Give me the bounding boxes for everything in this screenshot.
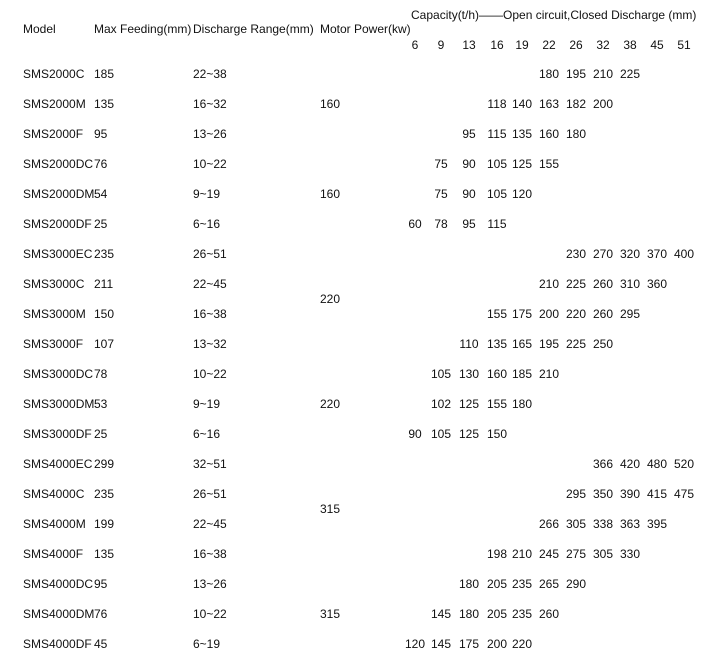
capacity-cell: 200 bbox=[538, 307, 560, 321]
model-cell: SMS3000C bbox=[23, 277, 85, 291]
capacity-cell: 115 bbox=[487, 217, 507, 231]
model-cell: SMS2000DM bbox=[23, 187, 95, 201]
table-row bbox=[0, 97, 720, 111]
model-cell: SMS2000DC bbox=[23, 157, 94, 171]
capacity-cell: 95 bbox=[462, 127, 476, 141]
table-row bbox=[0, 487, 720, 501]
capacity-cell: 250 bbox=[592, 337, 614, 351]
discharge-size-label: 13 bbox=[462, 38, 476, 52]
capacity-cell: 235 bbox=[511, 577, 533, 591]
discharge-size-label: 6 bbox=[411, 38, 419, 52]
max-feeding-cell: 235 bbox=[94, 247, 115, 261]
max-feeding-cell: 299 bbox=[94, 457, 115, 471]
capacity-cell: 198 bbox=[486, 547, 508, 561]
capacity-cell: 180 bbox=[458, 607, 480, 621]
discharge-range-cell: 16~38 bbox=[193, 307, 227, 321]
model-cell: SMS2000F bbox=[23, 127, 84, 141]
capacity-cell: 135 bbox=[511, 127, 533, 141]
capacity-cell: 160 bbox=[538, 127, 560, 141]
table-row bbox=[0, 67, 720, 81]
capacity-cell: 260 bbox=[538, 607, 560, 621]
discharge-range-cell: 10~22 bbox=[193, 367, 227, 381]
model-cell: SMS4000DF bbox=[23, 637, 92, 651]
max-feeding-header: Max Feeding(mm) bbox=[94, 22, 192, 36]
model-cell: SMS2000C bbox=[23, 67, 85, 81]
capacity-cell: 130 bbox=[458, 367, 480, 381]
capacity-cell: 105 bbox=[430, 367, 452, 381]
motor-power-cell: 315 bbox=[320, 502, 341, 516]
capacity-cell: 135 bbox=[486, 337, 508, 351]
capacity-cell: 110 bbox=[459, 337, 479, 351]
max-feeding-cell: 135 bbox=[94, 97, 115, 111]
capacity-cell: 363 bbox=[619, 517, 641, 531]
capacity-cell: 415 bbox=[646, 487, 668, 501]
capacity-cell: 360 bbox=[646, 277, 668, 291]
table-row bbox=[0, 607, 720, 621]
capacity-cell: 120 bbox=[404, 637, 426, 651]
discharge-range-cell: 26~51 bbox=[193, 247, 227, 261]
table-row bbox=[0, 277, 720, 291]
capacity-cell: 260 bbox=[592, 277, 614, 291]
capacity-cell: 155 bbox=[538, 157, 560, 171]
discharge-size-label: 19 bbox=[515, 38, 529, 52]
capacity-cell: 220 bbox=[511, 637, 533, 651]
model-cell: SMS3000M bbox=[23, 307, 86, 321]
capacity-cell: 150 bbox=[486, 427, 508, 441]
table-row bbox=[0, 637, 720, 651]
discharge-range-cell: 6~16 bbox=[193, 427, 221, 441]
model-cell: SMS3000F bbox=[23, 337, 84, 351]
capacity-cell: 105 bbox=[430, 427, 452, 441]
capacity-cell: 175 bbox=[511, 307, 533, 321]
capacity-cell: 320 bbox=[619, 247, 641, 261]
capacity-cell: 420 bbox=[619, 457, 641, 471]
capacity-cell: 195 bbox=[565, 67, 587, 81]
motor-power-cell: 220 bbox=[320, 292, 341, 306]
discharge-range-cell: 22~38 bbox=[193, 67, 227, 81]
capacity-header: Capacity(t/h)——Open circuit,Closed Discharge (mm) bbox=[411, 8, 697, 22]
discharge-size-label: 38 bbox=[623, 38, 637, 52]
discharge-range-cell: 16~32 bbox=[193, 97, 227, 111]
discharge-range-cell: 13~26 bbox=[193, 577, 227, 591]
max-feeding-cell: 45 bbox=[94, 637, 108, 651]
motor-power-cell: 160 bbox=[320, 187, 341, 201]
discharge-range-cell: 22~45 bbox=[193, 277, 227, 291]
discharge-range-cell: 10~22 bbox=[193, 607, 227, 621]
capacity-cell: 205 bbox=[486, 607, 508, 621]
capacity-cell: 245 bbox=[538, 547, 560, 561]
capacity-cell: 210 bbox=[592, 67, 614, 81]
model-cell: SMS3000EC bbox=[23, 247, 93, 261]
capacity-cell: 160 bbox=[486, 367, 508, 381]
table-row bbox=[0, 457, 720, 471]
discharge-size-label: 16 bbox=[490, 38, 504, 52]
discharge-range-cell: 16~38 bbox=[193, 547, 227, 561]
model-cell: SMS4000DC bbox=[23, 577, 94, 591]
max-feeding-cell: 25 bbox=[94, 427, 108, 441]
table-row bbox=[0, 337, 720, 351]
discharge-range-cell: 13~32 bbox=[193, 337, 227, 351]
discharge-size-label: 32 bbox=[596, 38, 610, 52]
discharge-range-cell: 6~16 bbox=[193, 217, 221, 231]
capacity-cell: 165 bbox=[511, 337, 533, 351]
table-row bbox=[0, 217, 720, 231]
capacity-cell: 102 bbox=[430, 397, 452, 411]
motor-power-header: Motor Power(kw) bbox=[320, 22, 411, 36]
discharge-size-label: 22 bbox=[542, 38, 556, 52]
capacity-cell: 182 bbox=[565, 97, 587, 111]
model-cell: SMS3000DF bbox=[23, 427, 92, 441]
capacity-cell: 395 bbox=[646, 517, 668, 531]
capacity-cell: 225 bbox=[565, 337, 587, 351]
capacity-cell: 180 bbox=[511, 397, 533, 411]
max-feeding-cell: 76 bbox=[94, 157, 108, 171]
capacity-cell: 305 bbox=[565, 517, 587, 531]
capacity-cell: 75 bbox=[434, 187, 448, 201]
capacity-cell: 145 bbox=[430, 637, 452, 651]
max-feeding-cell: 199 bbox=[94, 517, 115, 531]
capacity-cell: 305 bbox=[592, 547, 614, 561]
capacity-cell: 78 bbox=[434, 217, 448, 231]
discharge-size-label: 9 bbox=[437, 38, 445, 52]
capacity-cell: 266 bbox=[538, 517, 560, 531]
capacity-cell: 175 bbox=[458, 637, 480, 651]
capacity-cell: 338 bbox=[592, 517, 614, 531]
capacity-cell: 290 bbox=[565, 577, 587, 591]
capacity-cell: 225 bbox=[565, 277, 587, 291]
capacity-cell: 275 bbox=[565, 547, 587, 561]
capacity-cell: 75 bbox=[434, 157, 448, 171]
model-cell: SMS4000F bbox=[23, 547, 84, 561]
capacity-cell: 125 bbox=[458, 397, 480, 411]
capacity-cell: 225 bbox=[619, 67, 641, 81]
discharge-range-header: Discharge Range(mm) bbox=[193, 22, 314, 36]
capacity-cell: 480 bbox=[646, 457, 668, 471]
capacity-cell: 125 bbox=[458, 427, 480, 441]
capacity-cell: 210 bbox=[538, 367, 560, 381]
discharge-range-cell: 22~45 bbox=[193, 517, 227, 531]
capacity-cell: 200 bbox=[486, 637, 508, 651]
capacity-cell: 220 bbox=[565, 307, 587, 321]
model-cell: SMS4000C bbox=[23, 487, 85, 501]
model-cell: SMS4000EC bbox=[23, 457, 93, 471]
capacity-cell: 370 bbox=[646, 247, 668, 261]
capacity-cell: 105 bbox=[486, 187, 508, 201]
model-cell: SMS2000DF bbox=[23, 217, 92, 231]
max-feeding-cell: 107 bbox=[94, 337, 115, 351]
table-row bbox=[0, 547, 720, 561]
max-feeding-cell: 78 bbox=[94, 367, 108, 381]
capacity-cell: 118 bbox=[487, 97, 507, 111]
table-row bbox=[0, 367, 720, 381]
capacity-cell: 310 bbox=[619, 277, 641, 291]
max-feeding-cell: 95 bbox=[94, 127, 108, 141]
max-feeding-cell: 54 bbox=[94, 187, 108, 201]
max-feeding-cell: 135 bbox=[94, 547, 115, 561]
max-feeding-cell: 150 bbox=[94, 307, 115, 321]
capacity-cell: 265 bbox=[538, 577, 560, 591]
table-row bbox=[0, 427, 720, 441]
capacity-cell: 90 bbox=[408, 427, 422, 441]
motor-power-cell: 315 bbox=[320, 607, 341, 621]
capacity-cell: 90 bbox=[462, 187, 476, 201]
capacity-cell: 180 bbox=[458, 577, 480, 591]
capacity-cell: 95 bbox=[462, 217, 476, 231]
discharge-size-label: 26 bbox=[569, 38, 583, 52]
capacity-cell: 260 bbox=[592, 307, 614, 321]
table-row bbox=[0, 187, 720, 201]
capacity-cell: 90 bbox=[462, 157, 476, 171]
motor-power-cell: 160 bbox=[320, 97, 341, 111]
capacity-cell: 350 bbox=[592, 487, 614, 501]
capacity-cell: 120 bbox=[511, 187, 533, 201]
capacity-cell: 155 bbox=[486, 397, 508, 411]
capacity-cell: 155 bbox=[486, 307, 508, 321]
discharge-range-cell: 13~26 bbox=[193, 127, 227, 141]
capacity-cell: 200 bbox=[592, 97, 614, 111]
max-feeding-cell: 211 bbox=[94, 277, 114, 291]
model-cell: SMS4000M bbox=[23, 517, 86, 531]
capacity-cell: 475 bbox=[673, 487, 695, 501]
model-cell: SMS2000M bbox=[23, 97, 86, 111]
max-feeding-cell: 185 bbox=[94, 67, 115, 81]
capacity-cell: 235 bbox=[511, 607, 533, 621]
capacity-cell: 105 bbox=[486, 157, 508, 171]
capacity-cell: 205 bbox=[486, 577, 508, 591]
capacity-cell: 115 bbox=[487, 127, 507, 141]
capacity-cell: 295 bbox=[619, 307, 641, 321]
capacity-cell: 210 bbox=[538, 277, 560, 291]
capacity-cell: 270 bbox=[592, 247, 614, 261]
discharge-range-cell: 6~19 bbox=[193, 637, 221, 651]
motor-power-cell: 220 bbox=[320, 397, 341, 411]
capacity-cell: 520 bbox=[673, 457, 695, 471]
table-row bbox=[0, 517, 720, 531]
max-feeding-cell: 25 bbox=[94, 217, 108, 231]
discharge-range-cell: 9~19 bbox=[193, 187, 221, 201]
capacity-cell: 330 bbox=[619, 547, 641, 561]
max-feeding-cell: 76 bbox=[94, 607, 108, 621]
capacity-cell: 230 bbox=[565, 247, 587, 261]
capacity-cell: 140 bbox=[511, 97, 533, 111]
capacity-cell: 180 bbox=[565, 127, 587, 141]
table-row bbox=[0, 577, 720, 591]
discharge-range-cell: 10~22 bbox=[193, 157, 227, 171]
capacity-cell: 145 bbox=[430, 607, 452, 621]
capacity-cell: 400 bbox=[673, 247, 695, 261]
discharge-range-cell: 26~51 bbox=[193, 487, 227, 501]
table-row bbox=[0, 247, 720, 261]
capacity-cell: 366 bbox=[592, 457, 614, 471]
max-feeding-cell: 235 bbox=[94, 487, 115, 501]
discharge-range-cell: 9~19 bbox=[193, 397, 221, 411]
model-cell: SMS3000DM bbox=[23, 397, 95, 411]
table-row bbox=[0, 397, 720, 411]
capacity-cell: 390 bbox=[619, 487, 641, 501]
capacity-cell: 210 bbox=[511, 547, 533, 561]
capacity-cell: 180 bbox=[538, 67, 560, 81]
max-feeding-cell: 95 bbox=[94, 577, 108, 591]
capacity-cell: 295 bbox=[565, 487, 587, 501]
table-row bbox=[0, 307, 720, 321]
capacity-cell: 195 bbox=[538, 337, 560, 351]
discharge-size-label: 45 bbox=[650, 38, 664, 52]
model-cell: SMS4000DM bbox=[23, 607, 95, 621]
capacity-cell: 60 bbox=[408, 217, 422, 231]
model-header: Model bbox=[23, 22, 56, 36]
table-row bbox=[0, 157, 720, 171]
model-cell: SMS3000DC bbox=[23, 367, 94, 381]
discharge-range-cell: 32~51 bbox=[193, 457, 227, 471]
capacity-cell: 125 bbox=[511, 157, 533, 171]
table-row bbox=[0, 127, 720, 141]
max-feeding-cell: 53 bbox=[94, 397, 108, 411]
capacity-cell: 163 bbox=[538, 97, 560, 111]
discharge-size-label: 51 bbox=[677, 38, 691, 52]
capacity-cell: 185 bbox=[511, 367, 533, 381]
